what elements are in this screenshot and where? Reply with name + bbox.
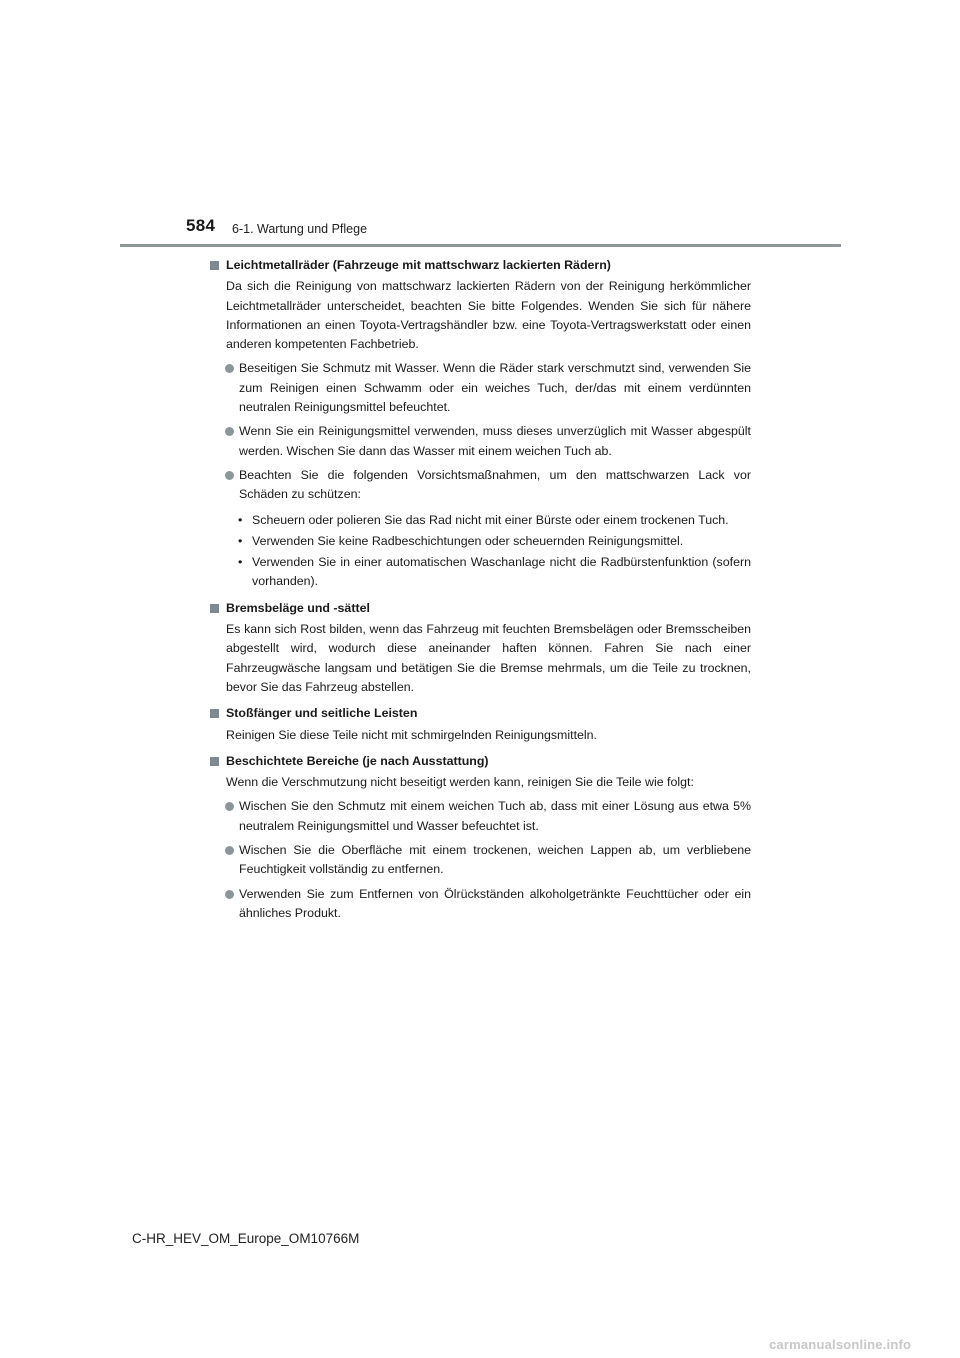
page-number: 584: [186, 216, 216, 235]
square-bullet-icon: [210, 261, 219, 270]
list-item-text: Wenn Sie ein Reinigungsmittel verwenden, muss dieses unverzüglich mit Wasser abgespült werden. Wischen Sie dann das Wasser mit einem weichen Tuch ab.: [239, 424, 751, 458]
paragraph: Reinigen Sie diese Teile nicht mit schmirgelnden Reinigungsmitteln.: [226, 727, 597, 742]
square-bullet-icon: [210, 604, 219, 613]
circle-bullet-icon: [225, 890, 234, 899]
sub-list-item-text: Verwenden Sie keine Radbeschichtungen oder scheuernden Reinigungsmittel.: [252, 533, 684, 548]
list-item-text: Verwenden Sie zum Entfernen von Ölrückständen alkoholgetränkte Feuchttücher oder ein ähnliches Produkt.: [239, 886, 751, 920]
paragraph: Da sich die Reinigung von mattschwarz lackierten Rädern von der Reinigung herkömmlicher Leichtmetallräder unterscheidet, beachten Sie bitte Folgendes. Wenden Sie sich für nähere Informationen an einen Toyota-Vertragshändler bzw. eine Toyota-Vertragswerkstatt oder einen anderen kompetenten Fachbetrieb.: [226, 279, 751, 352]
circle-bullet-icon: [225, 471, 234, 480]
list-item: [208, 466, 751, 505]
heading-text: Beschichtete Bereiche (je nach Ausstattung): [226, 753, 489, 768]
dot-bullet-icon: •: [238, 555, 243, 570]
heading-coated-areas: [208, 752, 751, 771]
list-item: [208, 841, 751, 880]
section-title: 6-1. Wartung und Pflege: [232, 222, 368, 236]
circle-bullet-icon: [225, 427, 234, 436]
sub-list-item: [208, 532, 751, 551]
sub-list-item-text: Scheuern oder polieren Sie das Rad nicht mit einer Bürste oder einem trockenen Tuch.: [252, 512, 729, 527]
watermark: carmanualsonline.info: [769, 1337, 912, 1352]
dot-bullet-icon: •: [238, 533, 243, 548]
footer-doc-id: C-HR_HEV_OM_Europe_OM10766M: [132, 1231, 360, 1246]
page-content: [208, 256, 751, 923]
list-item: [208, 422, 751, 461]
header-divider: [120, 244, 841, 247]
sub-list-item: [208, 553, 751, 592]
heading-text: Bremsbeläge und -sättel: [226, 600, 370, 615]
list-item-text: Wischen Sie die Oberfläche mit einem trockenen, weichen Lappen ab, um verbliebene Feuchtigkeit vollständig zu entfernen.: [239, 843, 751, 877]
heading-alloy-wheels: [208, 256, 751, 275]
sub-list-item-text: Verwenden Sie in einer automatischen Waschanlage nicht die Radbürstenfunktion (sofern vorhanden).: [252, 555, 751, 589]
sub-list-item: [208, 511, 751, 530]
square-bullet-icon: [210, 709, 219, 718]
circle-bullet-icon: [225, 364, 234, 373]
heading-text: Stoßfänger und seitliche Leisten: [226, 706, 418, 721]
list-item-text: Beachten Sie die folgenden Vorsichtsmaßnahmen, um den mattschwarzen Lack vor Schäden zu schützen:: [239, 467, 751, 502]
list-item-text: Wischen Sie den Schmutz mit einem weichen Tuch ab, dass mit einer Lösung aus etwa 5% neutralem Reinigungsmittel und Wasser befeuchtet ist.: [239, 799, 751, 833]
heading-text: Leichtmetallräder (Fahrzeuge mit mattschwarz lackierten Rädern): [226, 258, 611, 272]
paragraph: Es kann sich Rost bilden, wenn das Fahrzeug mit feuchten Bremsbelägen oder Bremsscheiben abgestellt wird, wodurch diese aneinander haften können. Fahren Sie nach einer Fahrzeugwäsche langsam und betätigen Sie die Bremse mehrmals, um die Teile zu trocknen, bevor Sie das Fahrzeug abstellen.: [226, 622, 751, 694]
list-item: [208, 797, 751, 836]
circle-bullet-icon: [225, 802, 234, 811]
circle-bullet-icon: [225, 846, 234, 855]
dot-bullet-icon: •: [238, 512, 243, 527]
square-bullet-icon: [210, 757, 219, 766]
sub-list: [208, 511, 751, 592]
paragraph: Wenn die Verschmutzung nicht beseitigt werden kann, reinigen Sie die Teile wie folgt:: [226, 775, 694, 790]
list-item: [208, 885, 751, 924]
list-item-text: Beseitigen Sie Schmutz mit Wasser. Wenn die Räder stark verschmutzt sind, verwenden Sie zum Reinigen einen Schwamm oder ein weiches Tuch, der/das mit einem verdünnten neutralen Reinigungsmittel befeuchtet.: [239, 361, 751, 415]
heading-brakes: [208, 599, 751, 618]
list-item: [208, 359, 751, 417]
heading-bumpers: [208, 704, 751, 723]
